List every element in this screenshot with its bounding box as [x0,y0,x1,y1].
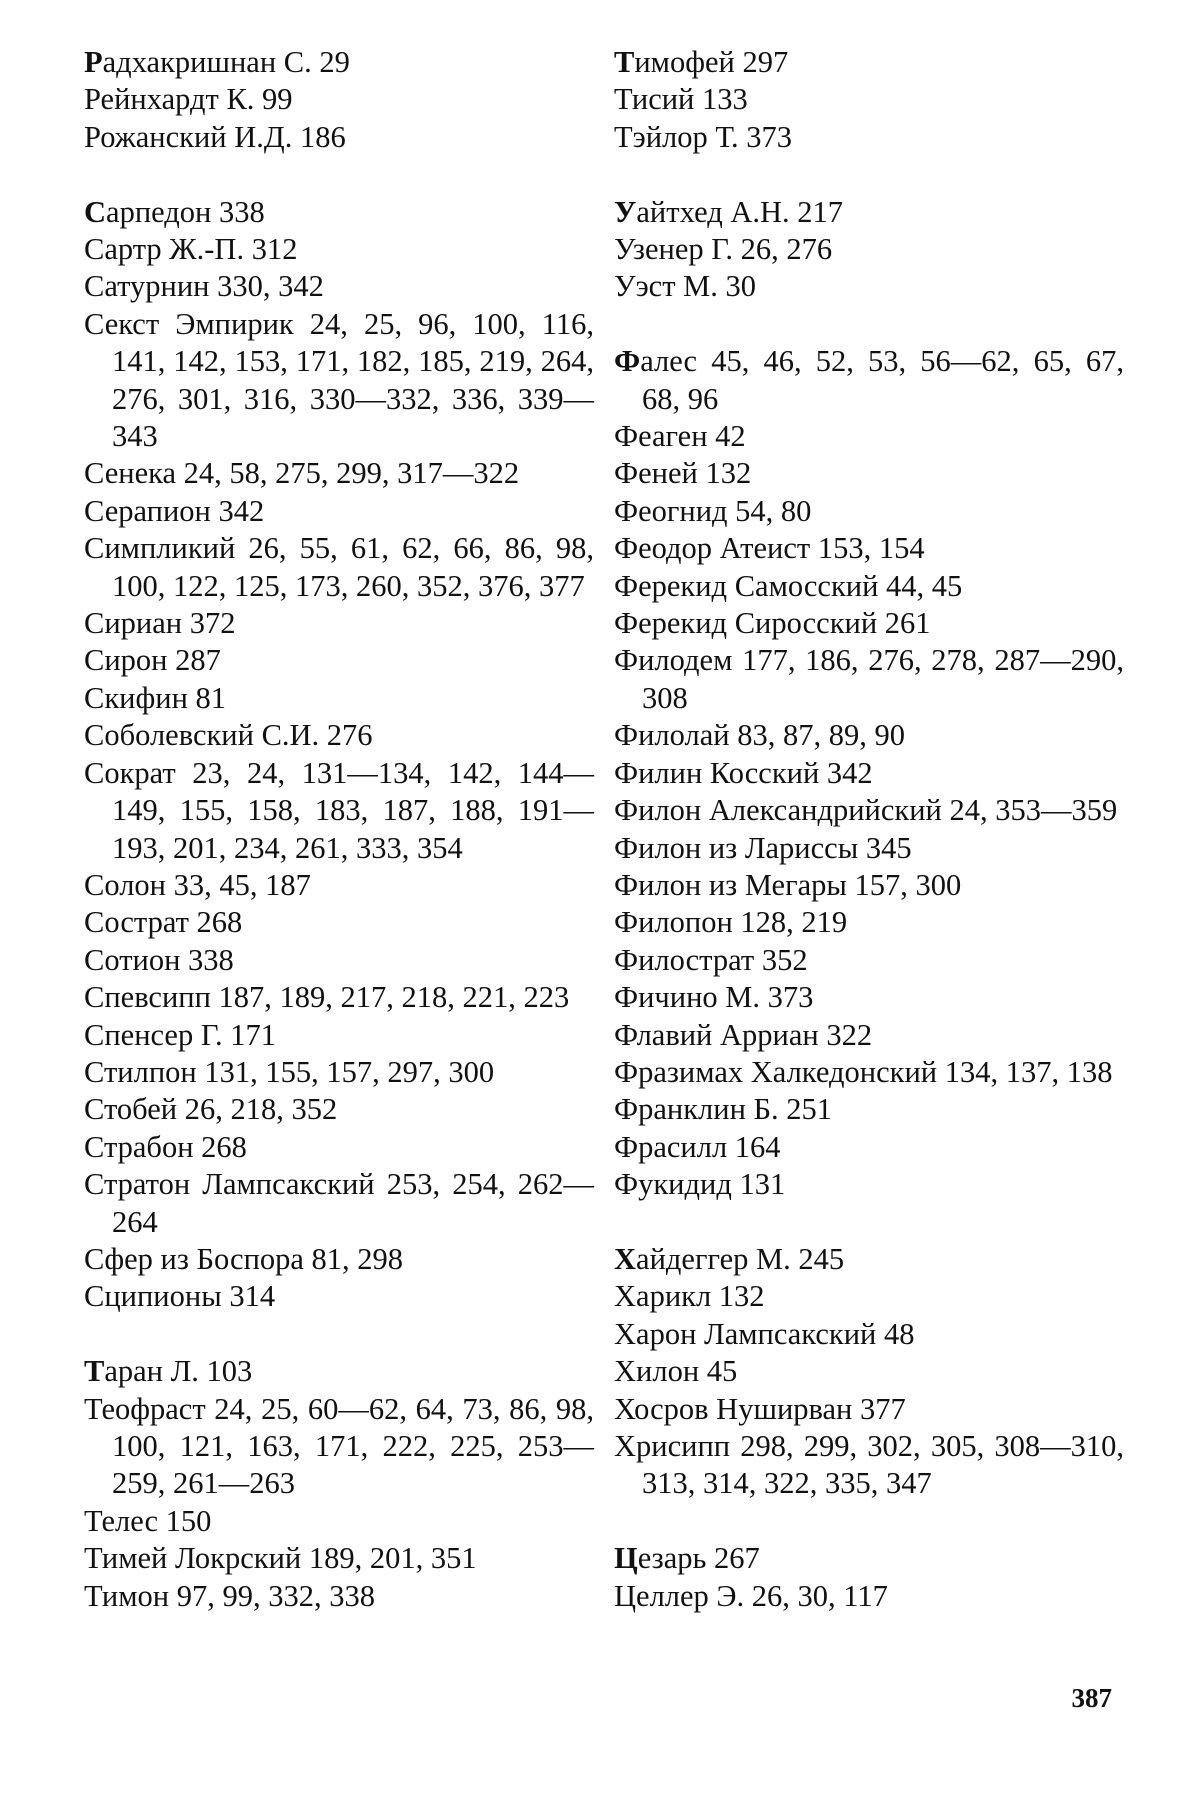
index-entry: Цезарь 267 [614,1541,760,1576]
index-entry: Тимон 97, 99, 332, 338 [84,1578,375,1613]
index-letter-group [614,1540,1124,1615]
index-entry: Сириан 372 [84,606,236,641]
index-entry: Ферекид Сиросский 261 [614,606,931,641]
index-entry: Уайтхед А.Н. 217 [614,194,844,229]
page-number: 387 [1071,1683,1112,1713]
index-entry: Хосров Нуширван 377 [614,1391,906,1426]
index-entry: Филон Александрийский 24, 353—359 [614,793,1118,828]
index-entry: Филон из Лариссы 345 [614,830,912,865]
index-entry: Филострат 352 [614,942,808,977]
index-entry: Харон Лампсакский 48 [614,1316,915,1351]
index-entry: Страбон 268 [84,1129,247,1164]
index-entry: Феаген 42 [614,419,746,454]
group-initial-letter: Ц [614,1541,638,1576]
index-entry: Хайдеггер М. 245 [614,1241,845,1276]
index-entry: Уэст М. 30 [614,269,757,304]
index-entry: Тисий 133 [614,82,748,117]
index-letter-group [84,44,594,156]
index-entry: Сципионы 314 [84,1279,276,1314]
index-entry: Филон из Мегары 157, 300 [614,867,962,902]
group-initial-letter: Х [614,1241,637,1276]
index-entry: Спевсипп 187, 189, 217, 218, 221, 223 [84,980,570,1015]
index-entry: Секст Эмпирик 24, 25, 96, 100, 116, 141, 142, 153, 171, 182, 185, 219, 264, 276, 301, 316, 330—332, 336, 339—343 [84,306,594,454]
group-initial-letter: Ф [614,344,641,379]
index-entry: Флавий Арриан 322 [614,1017,873,1052]
index-entry: Фукидид 131 [614,1167,786,1202]
index-entry: Феней 132 [614,456,752,491]
group-initial-letter: У [614,194,637,229]
index-entry: Хилон 45 [614,1354,738,1389]
index-entry: Радхакришнан С. 29 [84,45,350,79]
index-entry: Филопон 128, 219 [614,905,848,940]
index-entry: Фрасилл 164 [614,1129,781,1164]
group-initial-letter: С [84,194,107,229]
index-entry: Сострат 268 [84,905,243,940]
index-column-right [614,44,1124,1615]
index-entry: Тэйлор Т. 373 [614,119,792,154]
index-entry: Стобей 26, 218, 352 [84,1092,338,1127]
index-entry: Тимофей 297 [614,45,789,79]
index-entry: Филодем 177, 186, 276, 278, 287—290, 308 [614,643,1124,715]
index-entry: Фалес 45, 46, 52, 53, 56—62, 65, 67, 68, 96 [614,344,1124,416]
index-entry: Теофраст 24, 25, 60—62, 64, 73, 86, 98, 100, 121, 163, 171, 222, 225, 253—259, 261—263 [84,1391,594,1501]
index-entry: Стратон Лампсакский 253, 254, 262—264 [84,1167,594,1239]
index-entry: Спенсер Г. 171 [84,1017,277,1052]
index-entry: Целлер Э. 26, 30, 117 [614,1578,888,1613]
index-entry: Хрисипп 298, 299, 302, 305, 308—310, 313, 314, 322, 335, 347 [614,1428,1124,1501]
index-entry: Скифин 81 [84,680,227,715]
index-entry: Сотион 338 [84,942,234,977]
group-initial-letter: Т [84,1354,105,1389]
index-entry: Сатурнин 330, 342 [84,269,324,304]
index-entry: Сенека 24, 58, 275, 299, 317—322 [84,456,520,491]
index-letter-group [84,1353,594,1615]
index-entry: Таран Л. 103 [84,1354,253,1389]
index-entry: Сократ 23, 24, 131—134, 142, 144—149, 155, 158, 183, 187, 188, 191—193, 201, 234, 261, 333, 354 [84,755,594,865]
index-entry: Фразимах Халкедонский 134, 137, 138 [614,1054,1113,1089]
group-initial-letter: Р [84,45,103,79]
index-entry: Симпликий 26, 55, 61, 62, 66, 86, 98, 100, 122, 125, 173, 260, 352, 376, 377 [84,531,594,603]
index-letter-group [614,1241,1124,1503]
index-letter-group [84,194,594,1316]
index-letter-group [614,194,1124,306]
index-entry: Фичино М. 373 [614,980,814,1015]
index-entry: Феогнид 54, 80 [614,493,812,528]
index-entry: Харикл 132 [614,1279,765,1314]
index-entry: Стилпон 131, 155, 157, 297, 300 [84,1054,495,1089]
index-entry: Сирон 287 [84,643,221,678]
index-entry: Солон 33, 45, 187 [84,867,311,902]
group-initial-letter: Т [614,45,635,79]
index-entry: Серапион 342 [84,493,265,528]
index-letter-group [614,343,1124,1203]
index-entry: Сфер из Боспора 81, 298 [84,1241,404,1276]
index-entry: Рейнхардт К. 99 [84,82,293,117]
index-entry: Сарпедон 338 [84,194,265,229]
index-entry: Филолай 83, 87, 89, 90 [614,718,905,753]
index-entry: Ферекид Самосский 44, 45 [614,568,963,603]
index-entry: Рожанский И.Д. 186 [84,119,346,154]
index-entry: Франклин Б. 251 [614,1092,833,1127]
index-entry: Телес 150 [84,1503,212,1538]
index-entry: Феодор Атеист 153, 154 [614,531,925,566]
index-entry: Сартр Ж.-П. 312 [84,232,298,267]
index-entry: Тимей Локрский 189, 201, 351 [84,1541,477,1576]
index-entry: Узенер Г. 26, 276 [614,232,833,267]
index-entry: Филин Косский 342 [614,755,873,790]
index-column-left [84,44,594,1615]
index-letter-group [614,44,1124,156]
index-entry: Соболевский С.И. 276 [84,718,373,753]
